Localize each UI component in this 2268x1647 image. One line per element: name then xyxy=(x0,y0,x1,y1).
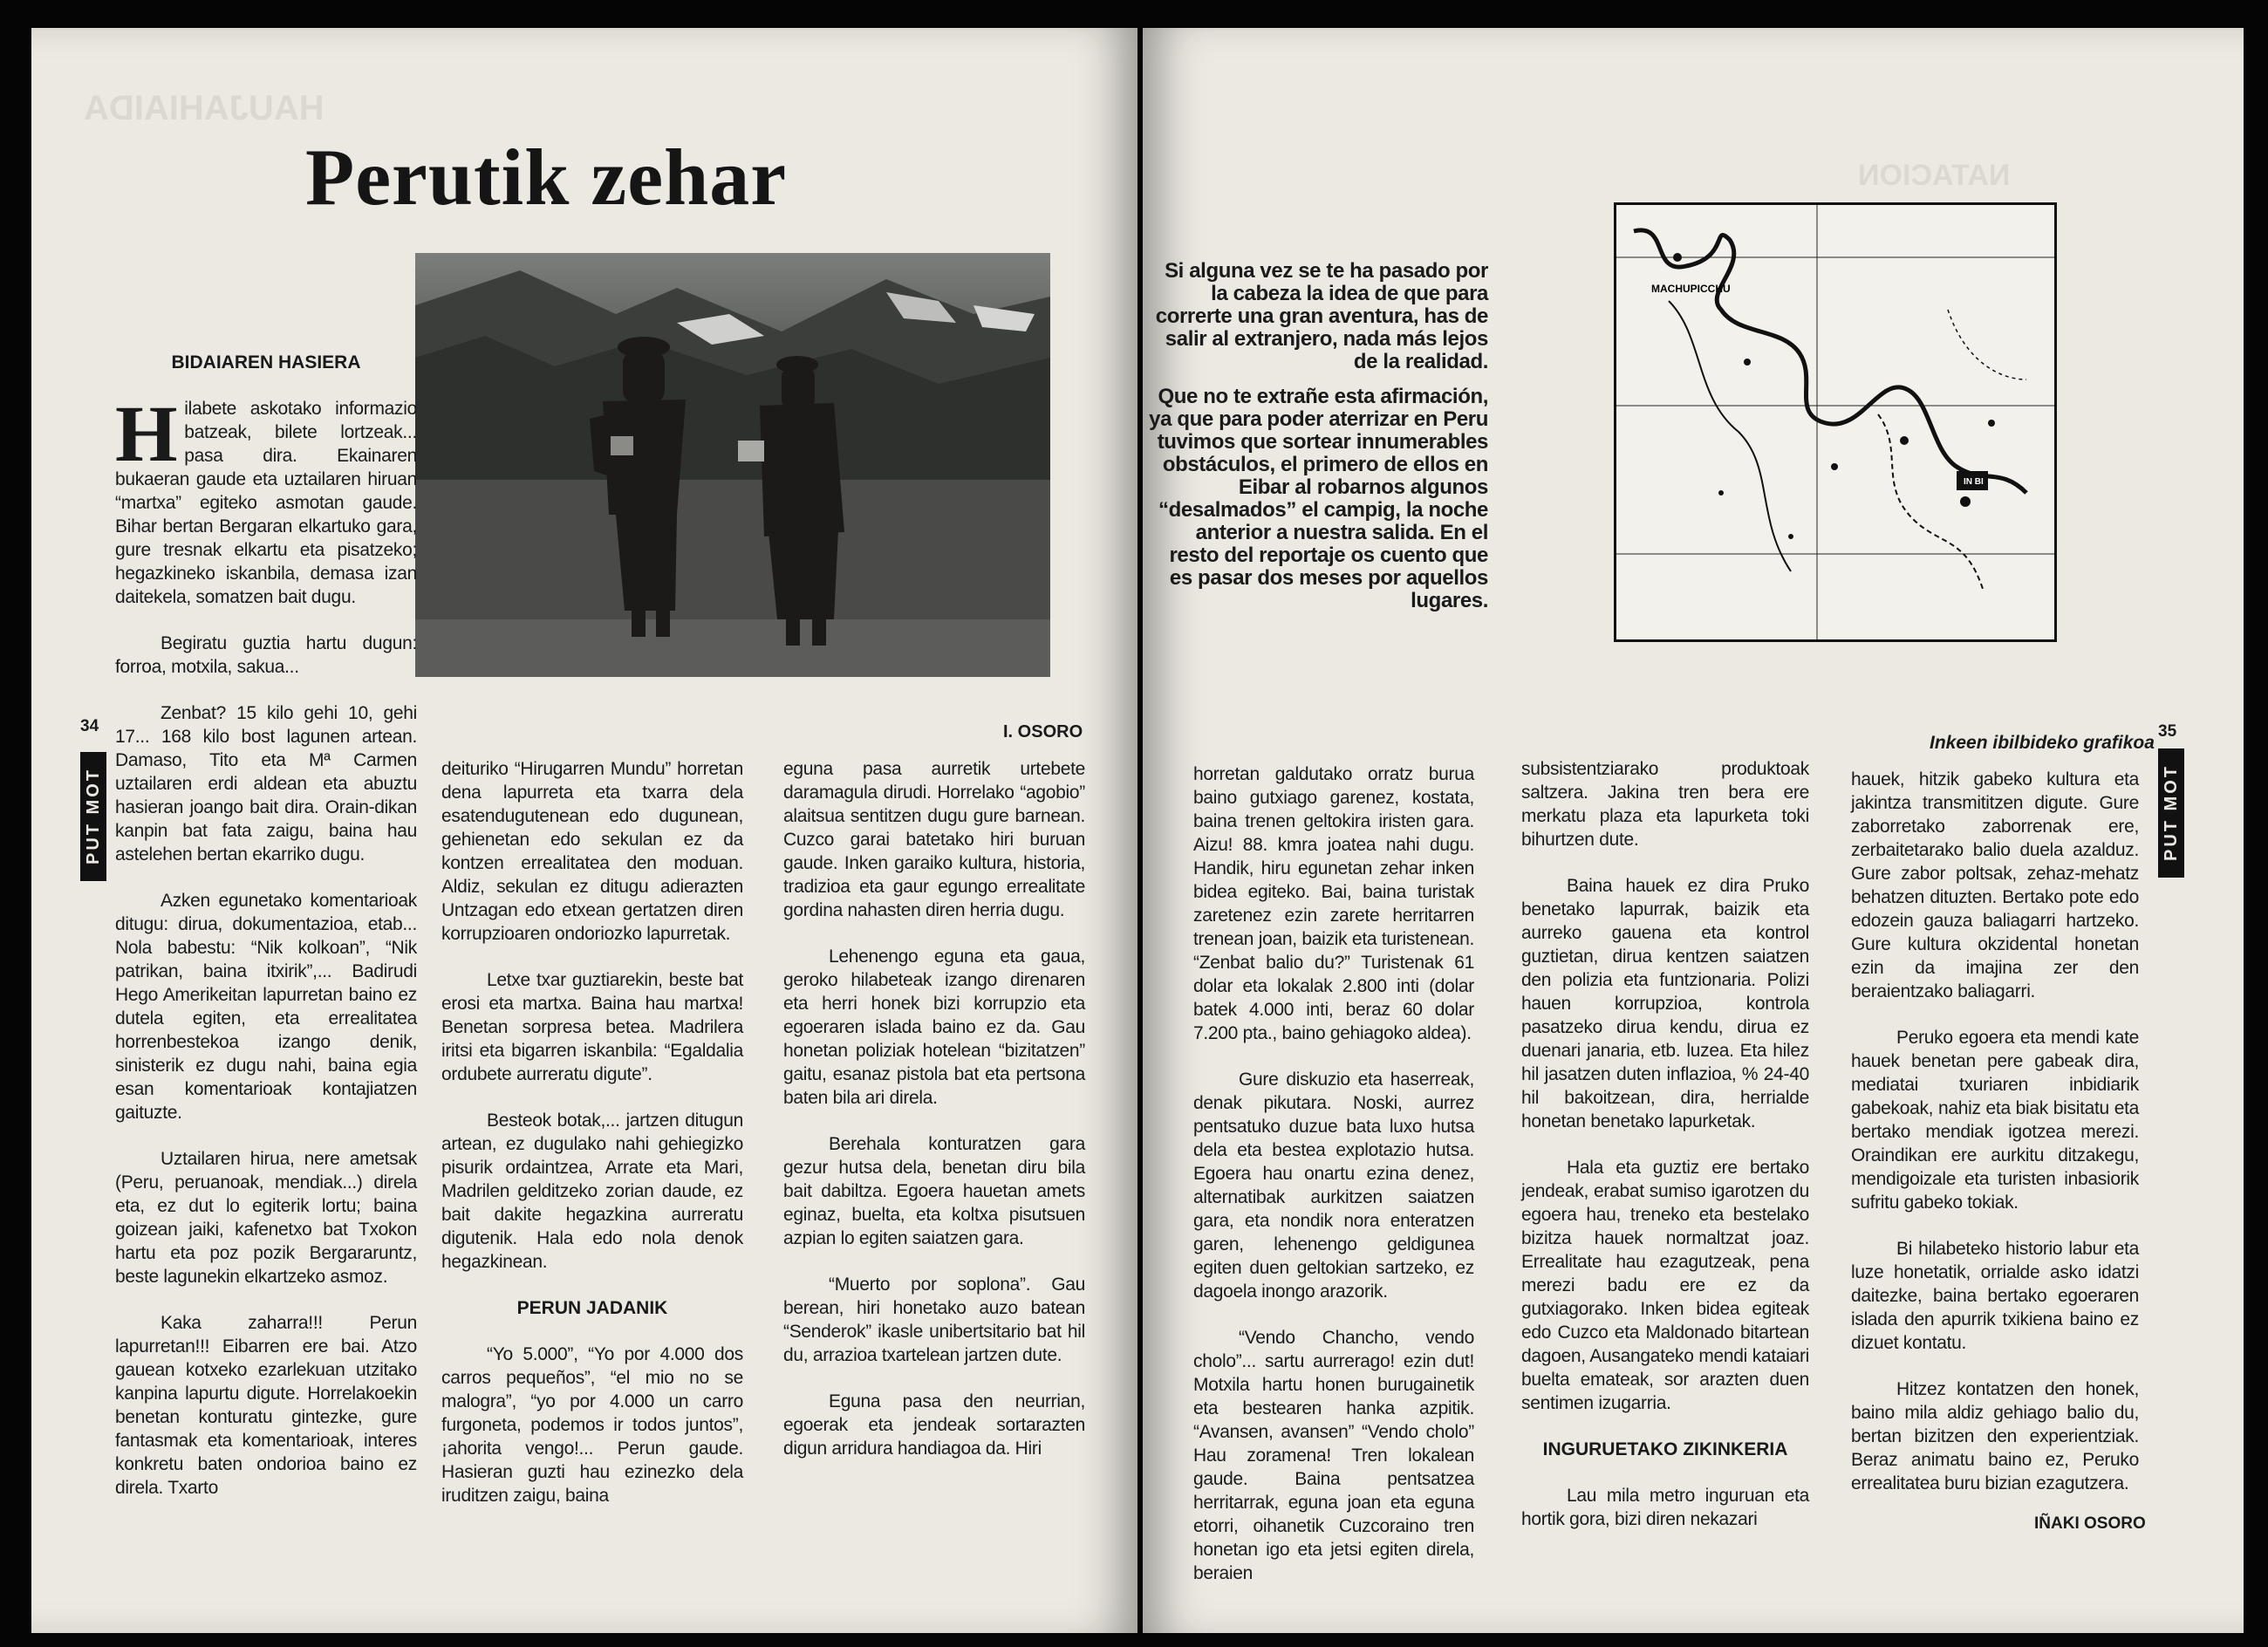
left-column-2 xyxy=(441,757,743,1530)
page-number-left: 34 xyxy=(80,717,99,735)
magazine-logo-left: PUT MOT xyxy=(80,752,106,881)
paragraph: Baina hauek ez dira Pruko benetako lapurrak, baizik eta aurreko gauena eta kontrol guztietan, dirua kentzen saiatzen den polizia eta funtzionaria. Polizi hauen korrupzioa, kontrola pasatzeko dirua kendu, dirua ez duenari janaria, etb. luzea. Eta hilez hil jasatzen duten inflazioa, % 24-40 hil bakoitzean, dira, herrialde honetan benetako lapurketak. xyxy=(1521,876,1809,1131)
paragraph: “Yo 5.000”, “Yo por 4.000 dos carros pequeños”, “el mio no se malogra”, “yo por 4.000 un carro furgoneta, podemos ir todos juntos”, ¡ahorita vengo!... Perun gaude. Hasieran guzti hau ezinezko dela iruditzen zaigu, baina xyxy=(441,1344,743,1506)
map-label-machupicchu: MACHUPICCHU xyxy=(1651,283,1731,295)
paragraph: Begiratu guztia hartu dugun: forroa, motxila, sakua... xyxy=(115,633,417,677)
right-column-1 xyxy=(1193,762,1474,1608)
section-heading: BIDAIAREN HASIERA xyxy=(171,352,361,372)
paragraph: Berehala konturatzen gara gezur hutsa dela, benetan diru bila bait dabiltza. Egoera hauetan amets eginaz, buelta, eta koltxa pisutsuen azpian lo egiten saiatzen gara. xyxy=(783,1134,1085,1248)
paragraph: Kaka zaharra!!! Perun lapurretan!!! Eibarren ere bai. Atzo gauean kotxeko ezarlekuan utzitako kanpina lapurtu digute. Horrelakoekin benetan konturatu gintezke, gure fantasmak eta komentarioak, interes konkretu baten ondorioa baino ez direla. Txarto xyxy=(115,1313,417,1498)
paragraph: Uztailaren hirua, nere ametsak (Peru, peruanoak, mendiak...) direla eta, ez dut lo egiterik lortu; baina goizean jaiki, kafenetxo bat Txokon hartu eta poz pozik Bergararuntz, beste lagunekin elkartzeko asmoz. xyxy=(115,1149,417,1287)
paragraph: hauek, hitzik gabeko kultura eta jakintza transmititzen digute. Gure zaborretako zaborrenak ere, zerbaitetarako balio duela azalduz. Gure zabor poltsak, zehaz-mehatz behatzen dituzten. Bertako pote edo edozein gauza baliagarri hartzeko. Gure kultura okzidental honetan ezin da imajina zer den beraientzako baliagarri. xyxy=(1851,769,2139,1001)
paragraph: subsistentziarako produktoak saltzera. Jakina tren bera ere merkatu plaza eta lapurketa toki bihurtzen dute. xyxy=(1521,759,1809,850)
photo-credit: I. OSORO xyxy=(1003,722,1083,741)
map-caption: Inkeen ibilbideko grafikoa xyxy=(1930,733,2155,753)
paragraph: Besteok botak,... jartzen ditugun artean, ez dugulako nahi gehiegizko pisurik ordaintzea, Arrate eta Mari, Madrilen gelditzeko zorian daude, ez bait dakite hegazkina aurreratu digutenik. Hala edo nola denok hegazkinean. xyxy=(441,1111,743,1272)
left-column-1 xyxy=(115,351,417,1522)
section-heading: PERUN JADANIK xyxy=(516,1298,668,1318)
right-column-3 xyxy=(1851,768,2139,1518)
paragraph: Hala eta guztiz ere bertako jendeak, erabat sumiso igarotzen du egoera hau, treneko eta bestelako bizitza hauek normaltzat joaz. Errealitate hau ezagutzeak, pena merezi badu ere ez da gutxiagorako. Inken bidea egiteak edo Cuzco eta Maldonado bitartean dagoen, Ausangateko mendi kataiari buelta emateak, sor arazten duen sentimen izugarria. xyxy=(1521,1158,1809,1413)
section-heading: INGURUETAKO ZIKINKERIA xyxy=(1542,1439,1788,1459)
inca-trail-map-graphic xyxy=(1616,205,2054,639)
paragraph: deituriko “Hirugarren Mundu” horretan dena lapurreta eta txarra dela esatendugutenean edo dugunean, gehienetan edo sekulan ez da kontzen errealitatea den moduan. Aldiz, sekulan ez ditugu adierazten Untzagan edo etxean gertatzen diren korrupzioaren ondoriozko lapurretak. xyxy=(441,759,743,944)
paragraph: Letxe txar guztiarekin, beste bat erosi eta martxa. Baina hau martxa! Benetan sorpresa betea. Madrilera iritsi eta bigarren iskanbila: “Egaldalia ordubete aurreratu digute”. xyxy=(441,970,743,1084)
paragraph: “Vendo Chancho, vendo cholo”... sartu aurrerago! ezin dut! Motxila hartu honen burugainetik eta bestearen hanka azpitik. “Avansen, avansen” “Vendo cholo” Hau zoramena! Tren lokalean gaude. Baina pentsatzea herritarrak, eguna joan eta eguna etorri, oihanetik Cuzcoraino tren honetan igo eta jetsi egiten direla, beraien xyxy=(1193,1328,1474,1583)
paragraph: Eguna pasa den neurrian, egoerak eta jendeak sortarazten digun arridura handiagoa da. Hiri xyxy=(783,1391,1085,1459)
magazine-logo-right: PUT MOT xyxy=(2158,748,2184,878)
intro-paragraph: Que no te extrañe esta afirmación, ya que para poder aterrizar en Peru tuvimos que sortear innumerables obstáculos, el primero de ellos en Eibar al robarnos algunos “desalmados” el campig, la noche anterior a nuestra salida. En el resto del reportaje os cuento que es pasar dos meses por aquellos lugares. xyxy=(1149,385,1488,612)
paragraph: horretan galdutako orratz burua baino gutxiago garenez, kostata, baina trenen geltokira iristen gara. Aizu! 88. kmra joatea nahi dugu. Handik, hiru egunetan zehar inken bidea egiteko. Bai, baina turistak zaretenez ezin zarete herritarren trenean joan, baizik eta turistenean. “Zenbat balio du?” Turistenak 61 dolar eta lokalak 2.800 inti (dolar batek 4.000 inti, beraz 60 dolar 7.200 pta., baino gehiagoko aldea). xyxy=(1193,764,1474,1043)
route-map xyxy=(1614,202,2057,642)
article-photo xyxy=(415,253,1050,677)
article-title: Perutik zehar xyxy=(305,133,788,222)
paragraph: Hitzez kontatzen den honek, baino mila aldiz gehiago balio du, bertan bizitzen den experientziak. Beraz animatu baino ez, Peruko errealitatea buru bizian ezagutzera. xyxy=(1851,1379,2139,1493)
paragraph: Hilabete askotako informazio batzeak, bilete lortzeak... pasa dira. Ekainaren bukaeran gaude eta uztailaren hiruan “martxa” egiteko asmotan gaude. Bihar bertan Bergaran elkartuko gara, gure tresnak elkartu eta pisatzeko; hegazkineko iskanbila, demasa izan daitekela, somatzen bait dugu. xyxy=(115,389,417,607)
mountain-travelers-photo xyxy=(415,253,1050,677)
paragraph: Bi hilabeteko historio labur eta luze honetatik, orrialde asko idatzi daitezke, baina bertako egoeraren islada den apurrik txikiena baino ez dizuet kontatu. xyxy=(1851,1239,2139,1353)
paragraph: Gure diskuzio eta haserreak, denak pikutara. Noski, aurrez pentsatuko duzue bata luxo hutsa dela eta bestea explotazio hutsa. Egoera hau onartu ezina denez, alternatibak aurkitzen saiatzen gara, eta nondik nora enteratzen garen, lehenengo geldigunea egiten duen geltokian sartzeko, ez dagoela inongo arazorik. xyxy=(1193,1070,1474,1302)
paragraph: “Muerto por soplona”. Gau berean, hiri honetako auzo batean “Senderok” ikasle unibertsitario bat hil du, arrazioa txartelean jartzen dute. xyxy=(783,1275,1085,1365)
intro-paragraph: Si alguna vez se te ha pasado por la cabeza la idea de que para correrte una gran aventura, has de salir al extranjero, nada más lejos de la realidad. xyxy=(1155,259,1488,373)
page-number-right: 35 xyxy=(2158,722,2177,741)
bleed-through-text: HAUJAHIAIDA xyxy=(84,89,324,127)
bleed-through-text: NATACION xyxy=(1858,159,2011,192)
paragraph: Zenbat? 15 kilo gehi 10, gehi 17... 168 kilo bost lagunen artean. Damaso, Tito eta Mª Carmen uztailaren erdi aldean eta abuztu hasieran joango bait dira. Orain-dikan kanpin bat fata zaigu, baina hau astelehen bertan ekarriko dugu. xyxy=(115,703,417,865)
paragraph: Lehenengo eguna eta gaua, geroko hilabeteak izango direnaren eta herri honek bizi korrupzio eta egoeraren islada baino ez da. Gau honetan poliziak hotelean “bizitatzen” gaitu, esanaz pistola bat eta pertsona baten bila ari direla. xyxy=(783,947,1085,1108)
paragraph: Lau mila metro inguruan eta hortik gora, bizi diren nekazari xyxy=(1521,1486,1809,1529)
left-column-3 xyxy=(783,757,1085,1483)
paragraph: eguna pasa aurretik urtebete daramagula dirudi. Horrelako “agobio” alaitsua sentitzen dugu gure barnean. Cuzco garai batetako hiri buruan gaude. Inken garaiko kultura, historia, tradizioa eta gaur egungo errealitate gordina nahasten diren herria dugu. xyxy=(783,759,1085,920)
paragraph: Azken egunetako komentarioak ditugu: dirua, dokumentazioa, etab... Nola babestu: “Nik kolkoan”, “Nik patrikan, baina itxirik”,... Badirudi Hego Amerikeitan lapurretan baino ez dutela egiten, eta errealitatea horrenbestekoa izango denik, sinisterik ez dugu nahi, baina egia esan komentarioak kontajiatzen gaituzte. xyxy=(115,891,417,1123)
map-label-town: IN BI xyxy=(1964,477,1984,487)
paragraph: Peruko egoera eta mendi kate hauek benetan pere gabeak dira, mediatai txuriaren inbidiarik gabekoak, nahiz eta biak bisitatu eta bertako mendiak igotzea merezi. Oraindikan ere aurkitu ditzakegu, mendigoizale eta turisten inbasiorik sufritu gabeko tokiak. xyxy=(1851,1028,2139,1213)
spanish-intro xyxy=(1143,260,1488,625)
drop-cap: H xyxy=(115,389,178,478)
right-column-2 xyxy=(1521,757,1809,1554)
author-signature: IÑAKI OSORO xyxy=(2034,1514,2146,1533)
